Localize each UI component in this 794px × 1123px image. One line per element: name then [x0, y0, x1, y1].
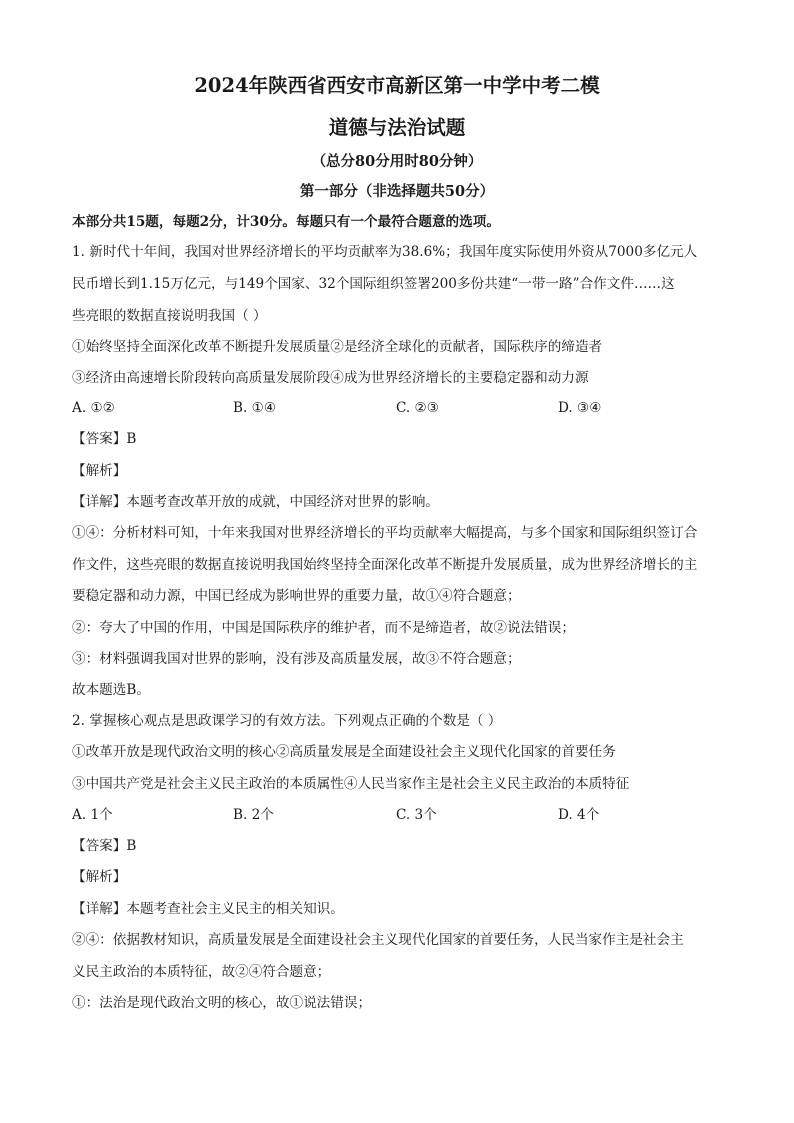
q2-option-b: B. 2个	[233, 807, 274, 823]
instruction: 本部分共15题，每题2分，计30分。每题只有一个最符合题意的选项。	[72, 214, 500, 230]
q1-explanation-1a: ①④：分析材料可知，十年来我国对世界经济增长的平均贡献率大幅提高，与多个国家和国际组织签订合	[72, 525, 698, 541]
q1-explanation-2: ②：夸大了中国的作用，中国是国际秩序的维护者，而不是缔造者，故②说法错误；	[72, 620, 575, 636]
part-heading: 第一部分（非选择题共50分）	[299, 183, 495, 200]
q1-explanation-1c: 要稳定器和动力源，中国已经成为影响世界的重要力量，故①④符合题意；	[72, 588, 521, 604]
exam-title: 2024年陕西省西安市高新区第一中学中考二模	[194, 74, 600, 97]
q1-stem-line-1: 1. 新时代十年间，我国对世界经济增长的平均贡献率为38.6%；我国年度实际使用外资从7000多亿元人	[72, 244, 698, 260]
score-info: （总分80分用时80分钟）	[311, 153, 483, 170]
q2-answer: 【答案】B	[72, 838, 137, 854]
q2-option-a: A. 1个	[72, 807, 113, 823]
exam-subject: 道德与法治试题	[328, 116, 466, 139]
q1-answer: 【答案】B	[72, 431, 137, 447]
q2-item-1: ①改革开放是现代政治文明的核心②高质量发展是全面建设社会主义现代化国家的首要任务	[72, 744, 616, 760]
q2-detail: 【详解】本题考查社会主义民主的相关知识。	[72, 901, 344, 917]
q2-analysis-label: 【解析】	[72, 869, 127, 885]
q2-explanation-1a: ②④：依据教材知识，高质量发展是全面建设社会主义现代化国家的首要任务，人民当家作主是社会主	[72, 932, 684, 948]
q1-explanation-1b: 作文件，这些亮眼的数据直接说明我国始终坚持全面深化改革不断提升发展质量，成为世界经济增长的主	[72, 557, 698, 573]
q2-item-2: ③中国共产党是社会主义民主政治的本质属性④人民当家作主是社会主义民主政治的本质特征	[72, 776, 630, 792]
q1-stem-line-2: 民币增长到1.15万亿元，与149个国家、32个国际组织签署200多份共建“一带一路”合作文件……这	[72, 276, 675, 292]
q1-option-a: A. ①②	[72, 400, 115, 416]
q1-option-d: D. ③④	[558, 400, 602, 416]
q1-option-c: C. ②③	[396, 400, 439, 416]
q2-option-d: D. 4个	[558, 807, 600, 823]
q1-option-b: B. ①④	[233, 400, 277, 416]
q2-explanation-1b: 义民主政治的本质特征，故②④符合题意；	[72, 964, 331, 980]
q2-explanation-2: ①：法治是现代政治文明的核心，故①说法错误；	[72, 995, 372, 1011]
q2-stem: 2. 掌握核心观点是思政课学习的有效方法。下列观点正确的个数是（ ）	[72, 713, 502, 729]
q1-item-1: ①始终坚持全面深化改革不断提升发展质量②是经济全球化的贡献者，国际秩序的缔造者	[72, 339, 603, 355]
q1-stem-line-3: 些亮眼的数据直接说明我国（ ）	[72, 308, 267, 324]
q1-analysis-label: 【解析】	[72, 463, 127, 479]
q2-option-c: C. 3个	[396, 807, 437, 823]
q1-detail: 【详解】本题考查改革开放的成就，中国经济对世界的影响。	[72, 494, 440, 510]
q1-conclusion: 故本题选B。	[72, 682, 150, 698]
q1-explanation-3: ③：材料强调我国对世界的影响，没有涉及高质量发展，故③不符合题意；	[72, 651, 521, 667]
q1-item-2: ③经济由高速增长阶段转向高质量发展阶段④成为世界经济增长的主要稳定器和动力源	[72, 370, 589, 386]
